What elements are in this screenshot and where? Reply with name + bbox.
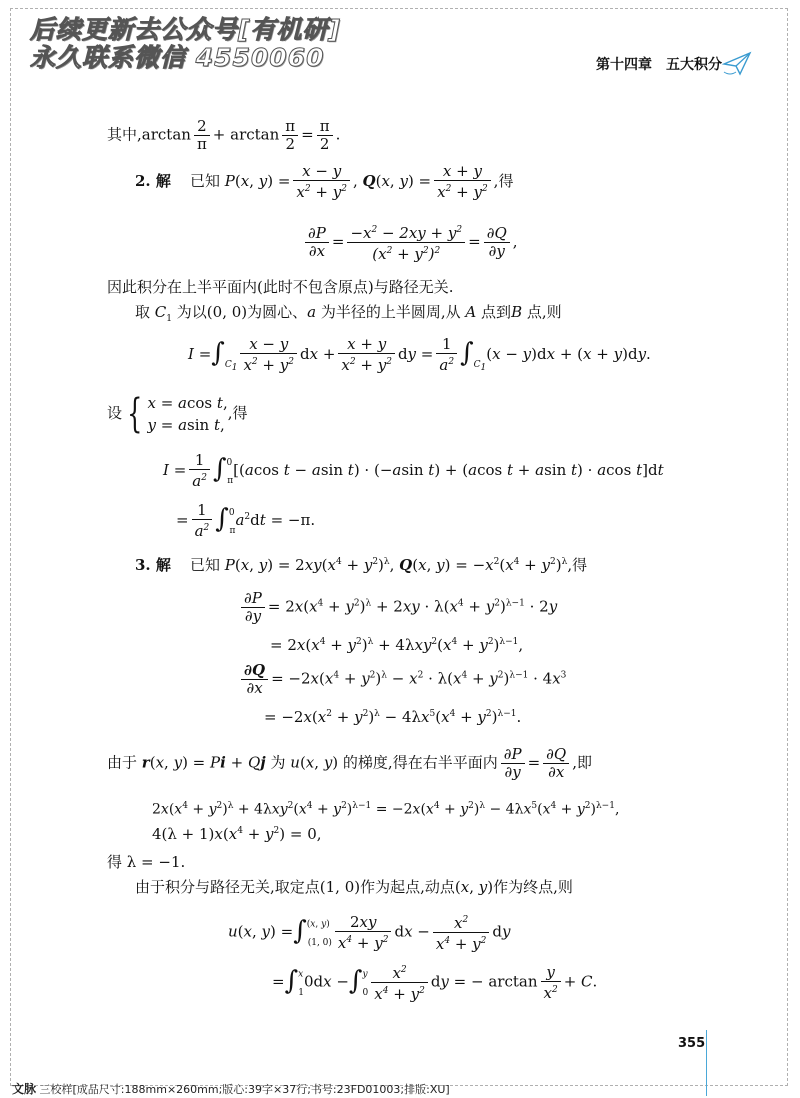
problem-2-take-line: 取 $C_1$ 为以(0, 0)为圆心、a 为半径的上半圆周,从 A 点到B 点,则: [135, 303, 562, 324]
problem-2-statement: 2. 解 已知 P(x, y) = $\frac{x - y}{x^2 + y^2}$ , Q(x, y) = $\frac{x + y}{x^2 + y^2}$ ,得: [135, 162, 514, 201]
footer-mark: 文脉: [12, 1082, 37, 1096]
path-text: 由于积分与路径无关,取定点(1, 0)作为起点,动点(: [135, 878, 461, 896]
since-text-b: 为: [270, 753, 286, 772]
problem-3-lambda: 得 λ = −1.: [107, 853, 186, 871]
problem-3-path-line: 由于积分与路径无关,取定点(1, 0)作为起点,动点(x, y)作为终点,则: [135, 878, 573, 896]
problem-3-dP-dy-simplified: = $2x(x^4 + y^2)^\lambda + 4\lambda xy^2(x^4 + y^2)^{\lambda-1}$,: [270, 636, 524, 654]
problem-3-label: 3. 解: [135, 556, 171, 574]
lambda-text: 得: [107, 853, 123, 871]
take-text: 取: [135, 303, 151, 321]
problem-3-equation: $2x(x^4 + y^2)^\lambda + 4\lambda xy^2(x^4 + y^2)^{\lambda-1} = -2x(x^4 + y^2)^\lambda - 4\lambda x^5(x^4 + y^2)^{\lambda-1}$,: [152, 801, 620, 818]
let-text: 设: [107, 404, 123, 422]
footer-text: 三校样[成品尺寸:188mm×260mm;版心:39字×37行;书号:23FD01003;排版:XU]: [39, 1083, 450, 1096]
problem-3-u-integral: u(x, y) =∫$^{(x, y)}_{(1, 0)}$ $\frac{2xy}{x^4 + y^2}$ dx − $\frac{x^2}{x^4 + y^2}$ dy: [228, 912, 511, 953]
problem-3-text-a: 已知: [189, 556, 220, 574]
problem-3-statement: 3. 解 已知 P(x, $y) = 2xy(x^4 + y^2)^\lambda$, Q(x, $y) = -x^2(x^4 + y^2)^\lambda$,得: [135, 556, 588, 574]
problem-2-partial-derivatives: $\frac{\partial P}{\partial x}$ = $\frac{-x^2 - 2xy + y^2}{(x^2 + y^2)^2}$ = $\frac{\partial Q}{\partial y}$ ,: [302, 222, 518, 263]
paper-plane-icon: [722, 50, 752, 78]
problem-2-text-b: ,得: [493, 172, 514, 190]
problem-3-u-result: =∫$^x_1$0dx −∫$^y_0$ $\frac{x^2}{x^4 + y^2}$ dy = − arctan $\frac{y}{x^2}$ + C.: [272, 962, 598, 1003]
problem-2-label: 2. 解: [135, 172, 171, 190]
take-rest: 为以(0, 0)为圆心、: [176, 303, 308, 321]
page-margin-rule: [706, 1030, 707, 1096]
get-text: ,得: [227, 404, 248, 422]
path-text-b: )作为终点,则: [487, 878, 573, 896]
intro-line: 其中,arctan $\frac{2}{\pi}$ + arctan $\frac{\pi}{2}$ = $\frac{\pi}{2}$ .: [107, 117, 341, 153]
take-rest3: 点到: [481, 303, 512, 321]
problem-3-dQ-dx-simplified: = $-2x(x^2 + y^2)^\lambda - 4\lambda x^5(x^4 + y^2)^{\lambda-1}$.: [264, 708, 522, 726]
problem-2-integral-I: $I =\int_{C_1}$ $\frac{x - y}{x^2 + y^2}$ dx + $\frac{x + y}{x^2 + y^2}$ dy = $\frac{1}{a^2}$ $\int_{C_1}(x - y)dx + (x + y)dy$.: [188, 335, 651, 374]
problem-2-text-a: 已知: [189, 172, 220, 190]
since-text-c: 的梯度,得在右半平面内: [342, 753, 498, 772]
problem-3-equation-2: $4(\lambda + 1)x(x^4 + y^2) = 0$,: [152, 825, 322, 843]
since-text: 由于: [107, 753, 138, 772]
take-rest4: 点,则: [526, 303, 562, 321]
problem-2-parametrization: 设 { x = acos t, y = asin t,,得: [107, 391, 248, 437]
problem-3-gradient-line: 由于 r(x, y) = Pi + Qj 为 u(x, y) 的梯度,得在右半平面内 $\frac{\partial P}{\partial y}$ = $\frac{\partial Q}{\partial x}$ ,即: [107, 745, 592, 781]
problem-3-dQ-dx: $\frac{\partial Q}{\partial x}$ = $-2x(x^4 + y^2)^\lambda - x^2 \cdot \lambda(x^4 + y^2)^{\lambda-1} \cdot 4x^3$: [238, 662, 566, 697]
chapter-header: 第十四章 五大积分: [596, 57, 722, 73]
intro-text: 其中,: [107, 125, 142, 144]
problem-2-integral-param: I = $\frac{1}{a^2}$ ∫$^0_\pi$[(acos t − asin t) · (−asin t) + (acos t + asin t) · acos t]dt: [163, 451, 664, 490]
problem-3-dP-dy: $\frac{\partial P}{\partial y}$ = $2x(x^4 + y^2)^\lambda + 2xy \cdot \lambda(x^4 + y^2)^{\lambda-1} \cdot 2y$: [238, 590, 557, 625]
page-number: 355: [678, 1036, 706, 1051]
problem-3-text-b: ,得: [567, 556, 588, 574]
take-rest2: 为半径的上半圆周,从: [320, 303, 461, 321]
problem-2-conclusion: 因此积分在上半平面内(此时不包含原点)与路径无关.: [107, 278, 454, 296]
problem-2-result: = $\frac{1}{a^2}$ $\int^0_\pi a^2dt = -\pi$.: [176, 501, 316, 540]
watermark-line-2: 永久联系微信 4550060: [30, 43, 325, 72]
since-text-d: ,即: [572, 753, 592, 772]
proof-footer: [12, 1080, 450, 1097]
watermark-line-1: 后续更新去公众号[有机研]: [30, 15, 341, 44]
